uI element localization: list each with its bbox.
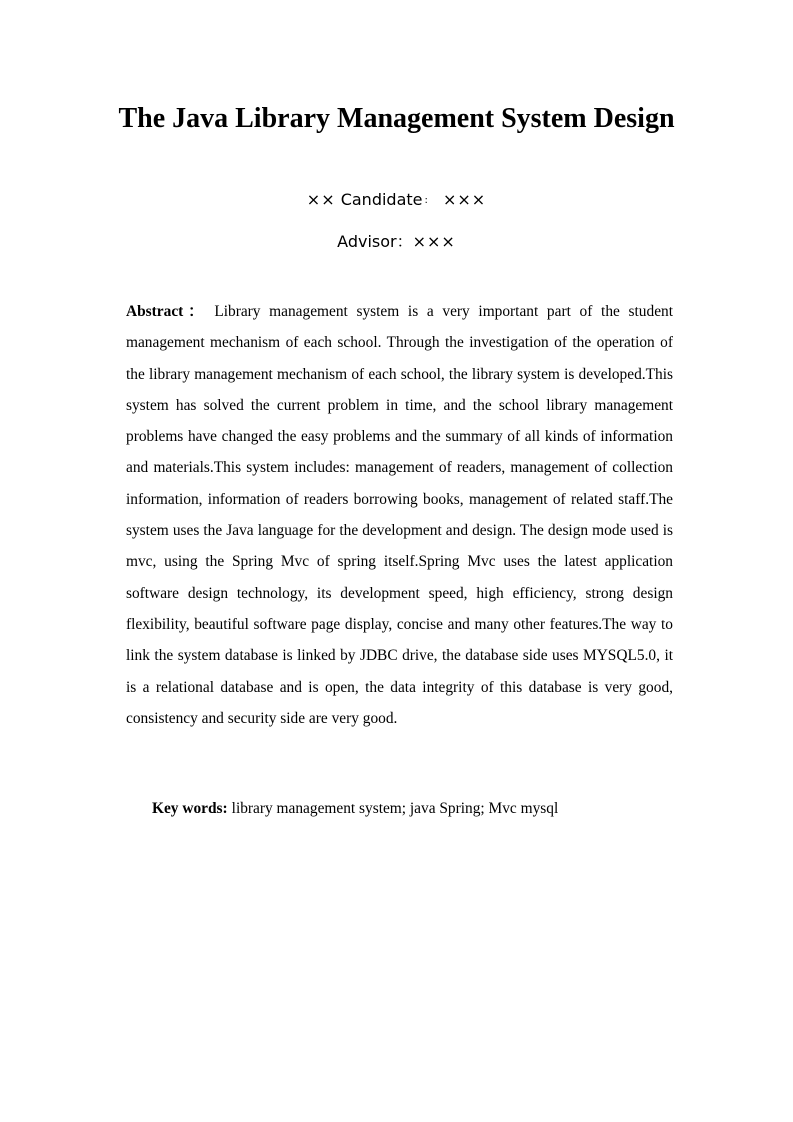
advisor-label: Advisor： bbox=[337, 232, 413, 251]
keywords-label: Key words: bbox=[152, 800, 228, 817]
candidate-name: ××× bbox=[442, 190, 487, 209]
candidate-separator: : bbox=[424, 195, 428, 206]
abstract-text: Library management system is a very important part of the student management mechanism of each school. Through the investigation of the operation of the library management mechanism of each school, the library system is developed.This system has solved the current problem in time, and the school library management problems have changed the easy problems and the summary of all kinds of information and materials.This system includes: management of readers, management of collection information, information of readers borrowing books, management of related staff.The system uses the Java language for the development and design. The design mode used is mvc, using the Spring Mvc of spring itself.Spring Mvc uses the latest application software design technology, its development speed, high efficiency, strong design flexibility, beautiful software page display, concise and many other features.The way to link the system database is linked by JDBC drive, the database side uses MYSQL5.0, it is a relational database and is open, the data integrity of this database is very good, consistency and security side are very good. bbox=[126, 303, 673, 727]
candidate-prefix: ×× bbox=[306, 190, 336, 209]
keywords-paragraph bbox=[152, 796, 682, 822]
keywords-text: library management system; java Spring; Mvc mysql bbox=[231, 800, 559, 817]
abstract-paragraph bbox=[126, 296, 673, 734]
candidate-line bbox=[0, 188, 793, 213]
advisor-name: ××× bbox=[412, 232, 456, 251]
advisor-line bbox=[0, 230, 793, 254]
candidate-label: Candidate bbox=[340, 190, 423, 209]
paper-title: The Java Library Management System Design bbox=[118, 103, 675, 134]
abstract-label: Abstract： bbox=[126, 303, 209, 320]
